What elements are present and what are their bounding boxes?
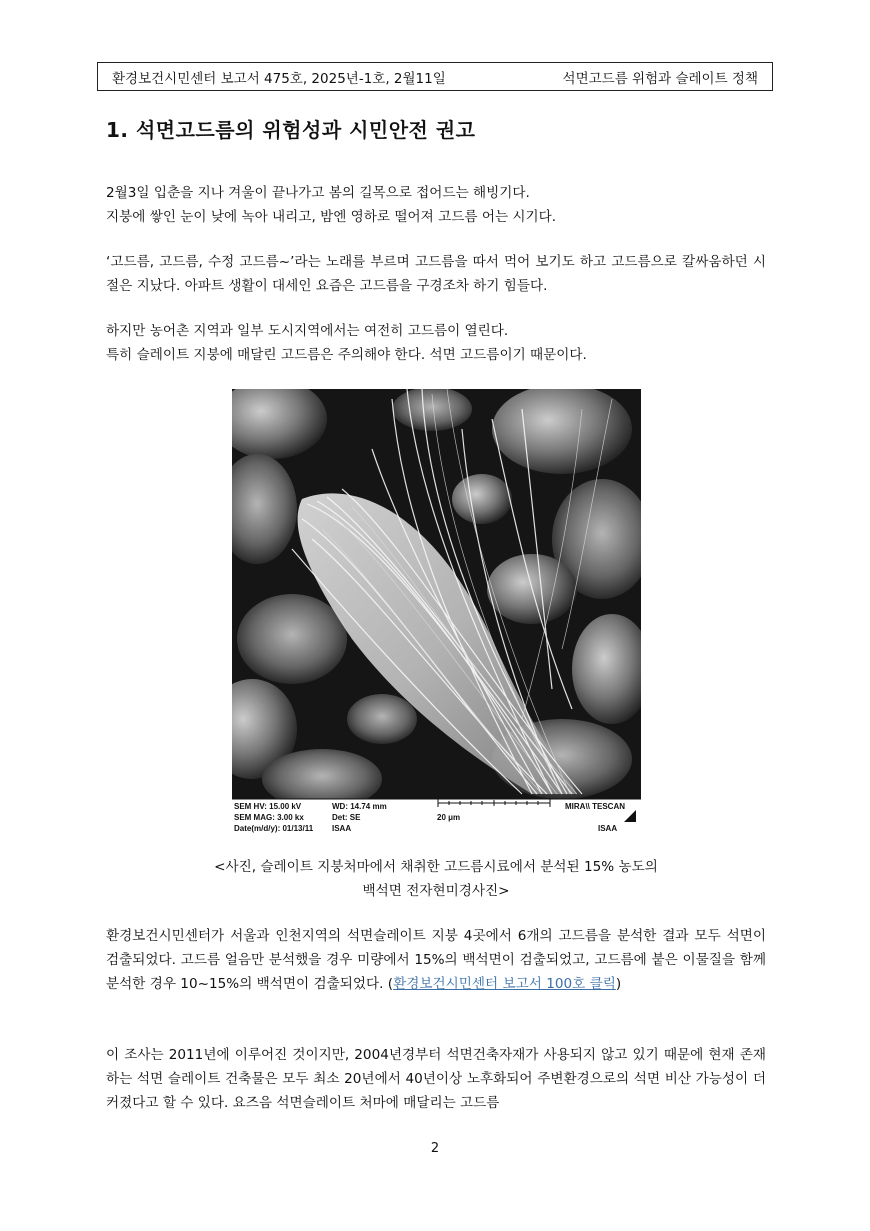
- figure-caption-line-1: <사진, 슬레이트 지붕처마에서 채취한 고드름시료에서 분석된 15% 농도의: [214, 859, 658, 875]
- sem-micrograph: [232, 389, 641, 837]
- paragraph-3: [106, 319, 766, 367]
- sem-lab-label: ISAA: [332, 824, 352, 833]
- figure-caption-line-2: 백석면 전자현미경사진>: [362, 883, 510, 899]
- paragraph-1-line-2: 지붕에 쌓인 눈이 낮에 녹아 내리고, 밤엔 영하로 떨어져 고드름 어는 시기다.: [106, 209, 557, 225]
- sem-scale-label: 20 μm: [437, 813, 461, 822]
- sem-det-label: Det: SE: [332, 813, 361, 822]
- header-report-topic: 석면고드름 위험과 슬레이트 정책: [562, 70, 758, 87]
- section-title: 1. 석면고드름의 위험성과 시민안전 권고: [106, 118, 476, 142]
- paragraph-2: ‘고드름, 고드름, 수정 고드름~’라는 노래를 부르며 고드름을 따서 먹어 보기도 하고 고드름으로 칼싸움하던 시절은 지났다. 아파트 생활이 대세인 요즘은 고드름을 구경조차 하기 힘들다.: [106, 254, 766, 294]
- paragraph-1-line-1: 2월3일 입춘을 지나 겨울이 끝나가고 봄의 길목으로 접어드는 해빙기다.: [106, 185, 530, 201]
- sem-date-label: Date(m/d/y): 01/13/11: [234, 824, 314, 833]
- paragraph-3-line-1: 하지만 농어촌 지역과 일부 도시지역에서는 여전히 고드름이 열린다.: [106, 323, 509, 339]
- sem-logo-label: ISAA: [598, 824, 618, 833]
- paragraph-4: [106, 924, 766, 996]
- paragraph-4-text: 환경보건시민센터가 서울과 인천지역의 석면슬레이트 지붕 4곳에서 6개의 고드름을 분석한 결과 모두 석면이 검출되었다. 고드름 얼음만 분석했을 경우 미량에서 15%의 백석면이 검출되었고, 고드름에 붙은 이물질을 함께 분석한 경우 10~15%의 백석면이 검출되었다. (: [106, 928, 766, 992]
- paragraph-4-end: ): [615, 976, 622, 992]
- paragraph-3-line-2: 특히 슬레이트 지붕에 매달린 고드름은 주의해야 한다. 석면 고드름이기 때문이다.: [106, 347, 587, 363]
- figure-caption: [106, 855, 766, 903]
- report-header: [97, 62, 773, 91]
- sem-wd-label: WD: 14.74 mm: [332, 802, 387, 811]
- paragraph-5: 이 조사는 2011년에 이루어진 것이지만, 2004년경부터 석면건축자재가 사용되지 않고 있기 때문에 현재 존재하는 석면 슬레이트 건축물은 모두 최소 20년에서 40년이상 노후화되어 주변환경으로의 석면 비산 가능성이 더 커졌다고 할 수 있다. 요즈음 석면슬레이트 처마에 매달리는 고드름: [106, 1047, 766, 1111]
- report-100-link[interactable]: 환경보건시민센터 보고서 100호 클릭: [393, 976, 616, 992]
- header-report-info: 환경보건시민센터 보고서 475호, 2025년-1호, 2월11일: [112, 70, 446, 87]
- sem-brand-label: MIRA\\ TESCAN: [565, 802, 625, 811]
- paragraph-1: [106, 181, 766, 229]
- sem-mag-label: SEM MAG: 3.00 kx: [234, 813, 304, 822]
- sem-hv-label: SEM HV: 15.00 kV: [234, 802, 302, 811]
- page-number: 2: [430, 1141, 440, 1156]
